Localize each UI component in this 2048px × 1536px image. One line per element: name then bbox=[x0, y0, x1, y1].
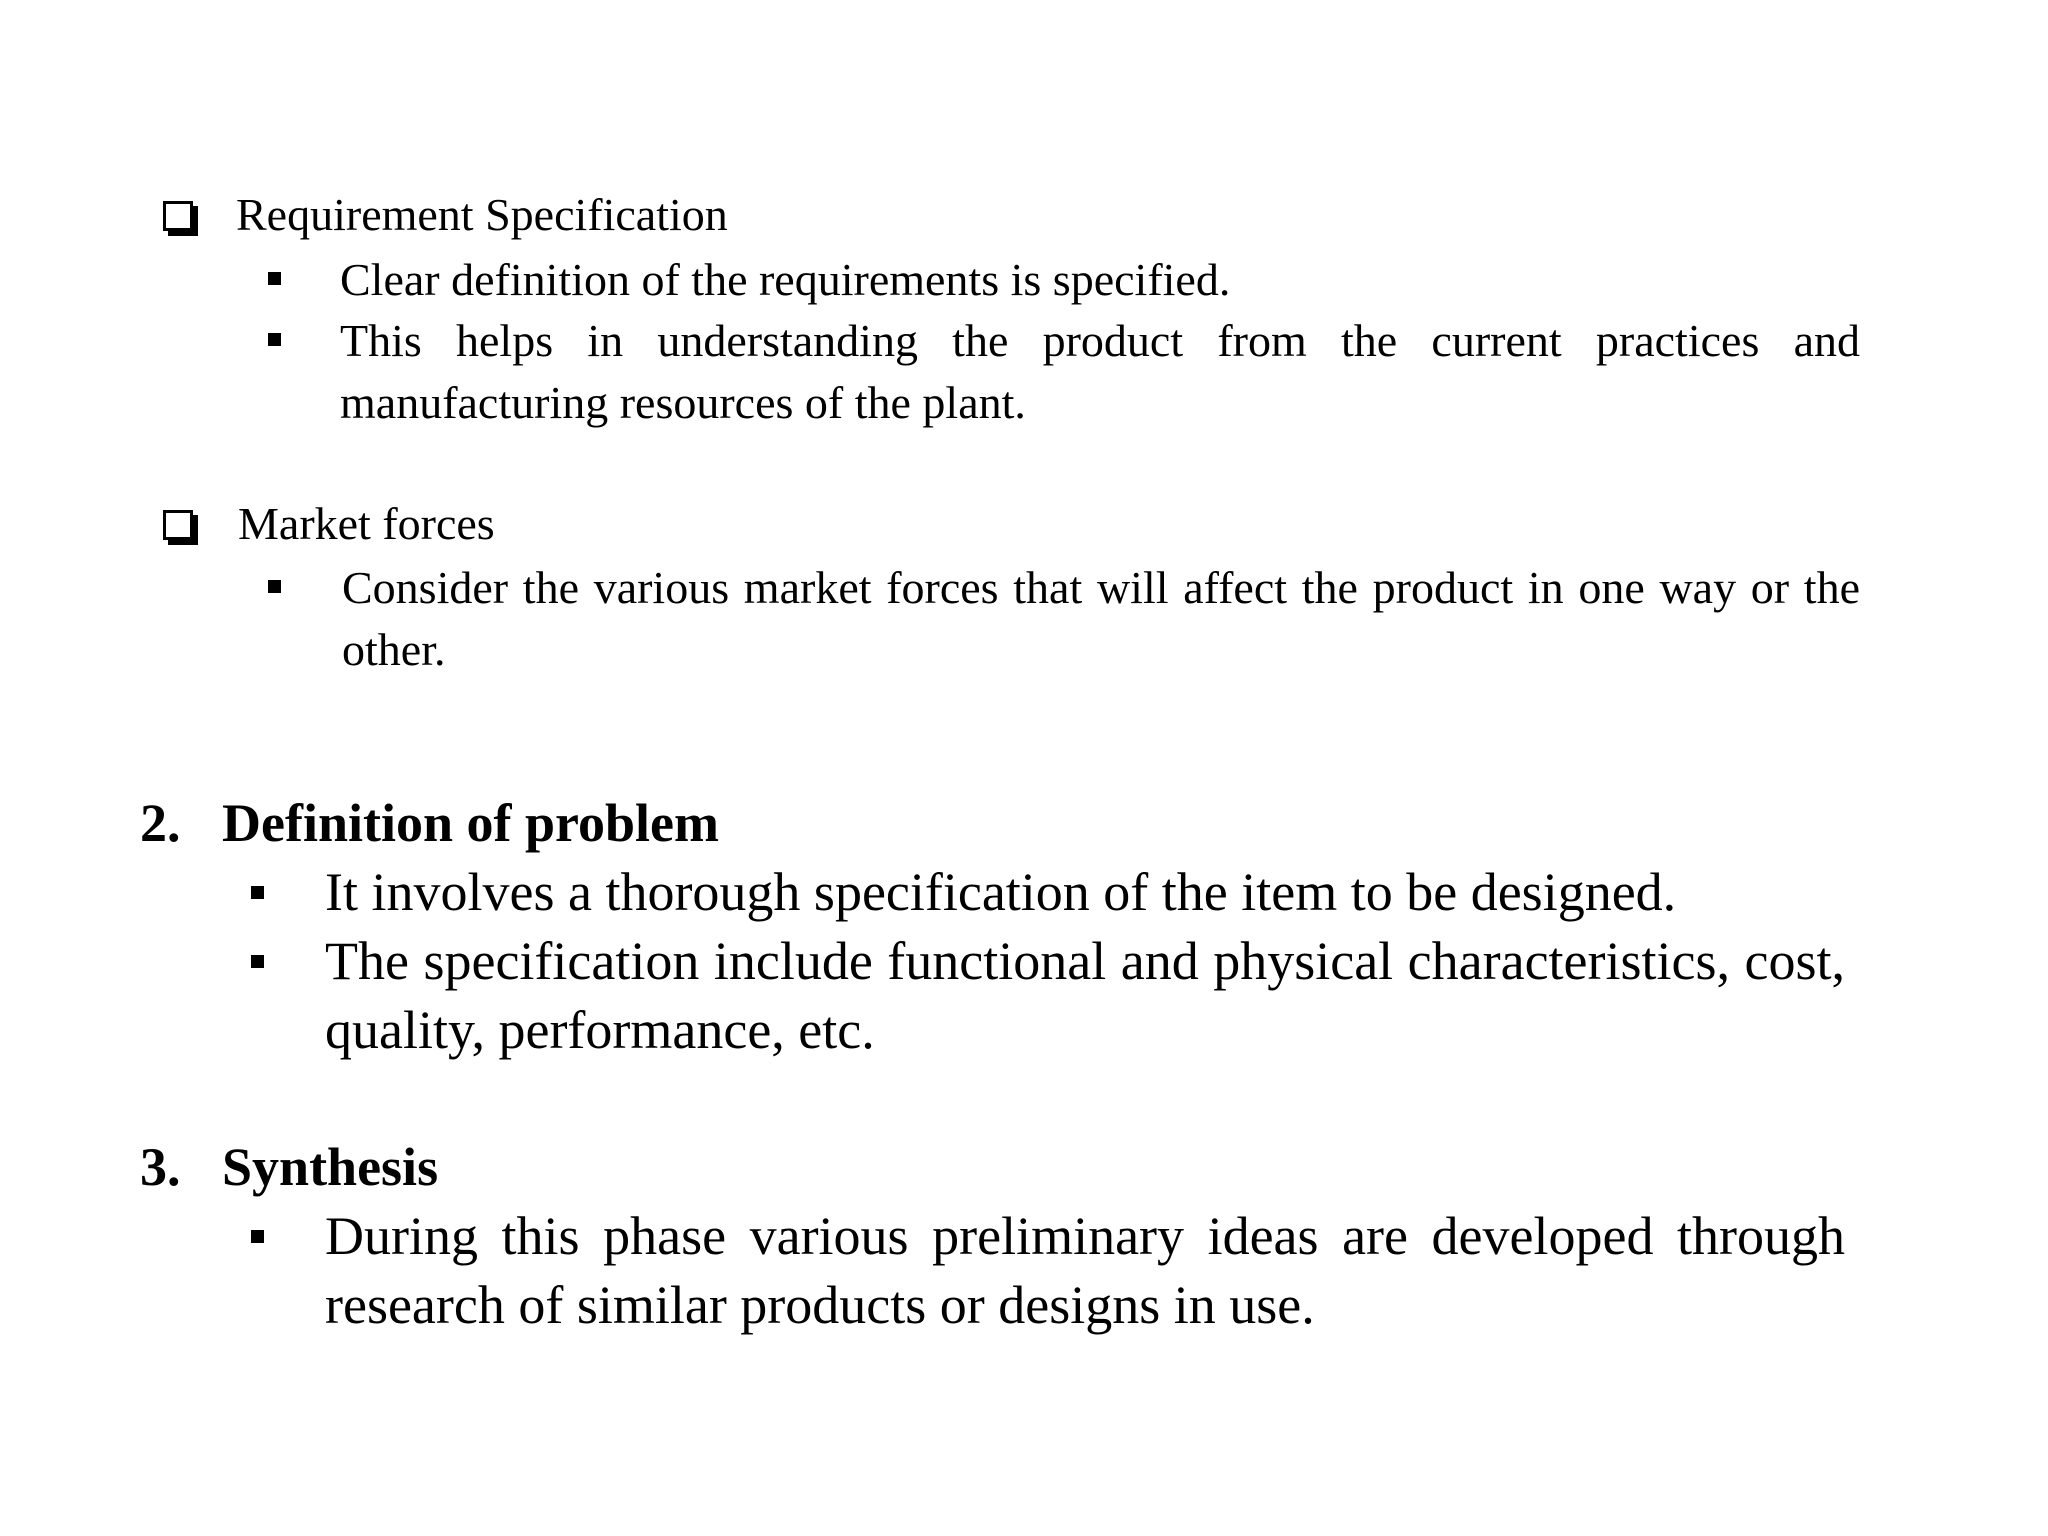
section-heading: Requirement Specification bbox=[236, 189, 728, 240]
square-bullet-icon bbox=[251, 1230, 264, 1243]
section-number: 2. bbox=[140, 793, 181, 853]
section-heading: Synthesis bbox=[222, 1137, 439, 1197]
square-bullet-icon bbox=[268, 272, 281, 285]
square-bullet-icon bbox=[268, 333, 281, 346]
section-number: 3. bbox=[140, 1137, 181, 1197]
section-heading: Market forces bbox=[238, 498, 495, 549]
bullet-text: This helps in understanding the product from the current practices and manufacturing resources of the plant. bbox=[340, 315, 1860, 428]
bullet-text: Consider the various market forces that will affect the product in one way or the other. bbox=[342, 562, 1860, 675]
square-bullet-icon bbox=[268, 580, 281, 593]
section-heading: Definition of problem bbox=[222, 793, 719, 853]
square-bullet-icon bbox=[251, 886, 264, 899]
bullet-text: During this phase various preliminary ideas are developed through research of similar products or designs in use. bbox=[325, 1206, 1845, 1335]
checkbox-bullet-icon bbox=[163, 201, 193, 231]
bullet-text: It involves a thorough specification of the item to be designed. bbox=[325, 862, 1677, 922]
bullet-text: The specification include functional and physical characteristics, cost, quality, performance, etc. bbox=[325, 931, 1845, 1060]
square-bullet-icon bbox=[251, 955, 264, 968]
checkbox-bullet-icon bbox=[163, 510, 193, 540]
bullet-text: Clear definition of the requirements is specified. bbox=[340, 254, 1231, 305]
